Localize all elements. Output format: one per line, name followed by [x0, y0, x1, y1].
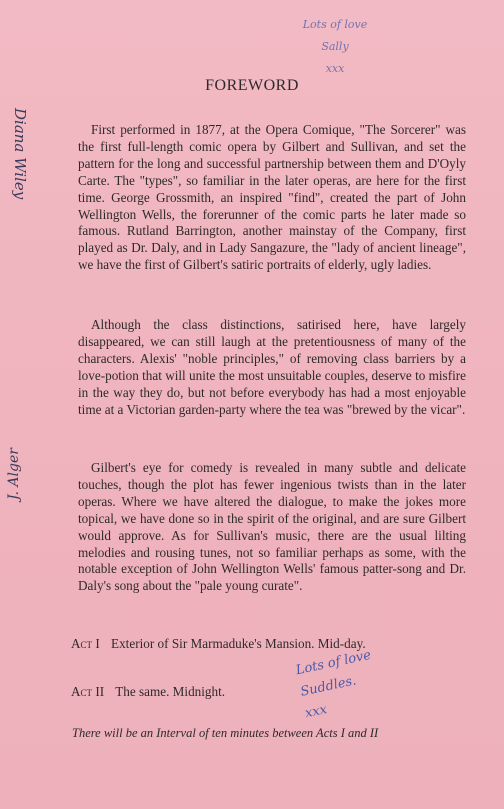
act-2-line — [71, 684, 225, 700]
foreword-paragraph-2: Although the class distinctions, satirised here, have largely disappeared, we can still laugh at the pretentiousness of many of the characters. Alexis' "noble principles," of removing class barriers by a love-potion that will unite the most unsuitable couples, deserve to misfire in the way they do, but not before everybody has had a most enjoyable time at a Victorian garden-party where the tea was "brewed by the vicar". — [78, 317, 466, 417]
handwritten-line: Sally — [321, 40, 349, 53]
act-description: Exterior of Sir Marmaduke's Mansion. Mid-day. — [111, 636, 366, 651]
act-number: I — [95, 636, 100, 651]
foreword-paragraph-1: First performed in 1877, at the Opera Comique, "The Sorcerer" was the first full-length comic opera by Gilbert and Sullivan, and set the pattern for the long and successful partnership between them and D'Oyly Carte. The "types", so familiar in the later operas, are here for the first time. George Grossmith, an inspired "find", created the part of John Wellington Wells, the forerunner of the comic parts he later made so famous. Rutland Barrington, another mainstay of the Company, first played as Dr. Daly, and in Lady Sangazure, the "lady of ancient lineage", we have the first of Gilbert's satiric portraits of elderly, ugly ladies. — [78, 122, 466, 273]
handwritten-line: Suddles. — [299, 673, 358, 700]
handwritten-note-top — [280, 14, 390, 80]
handwritten-note-bottom — [294, 645, 382, 725]
handwritten-signature-left-middle: J. Alger — [6, 448, 22, 500]
act-label: Act — [71, 684, 93, 699]
page-title: FOREWORD — [205, 77, 299, 94]
handwritten-line: Lots of love — [294, 647, 373, 679]
foreword-paragraph-3: Gilbert's eye for comedy is revealed in many subtle and delicate touches, though the plot has fewer ingenious twists than in the later operas. Where we have altered the dialogue, to make the jokes more topical, we have done so in the spirit of the original, and are sure Gilbert would approve. As for Sullivan's music, there are the usual lilting melodies and rousing tunes, not so familiar perhaps as some, with the notable exception of John Wellington Wells' famous patter-song and Dr. Daly's song about the "pale young curate". — [78, 460, 466, 594]
handwritten-line: Lots of love — [302, 18, 368, 31]
act-description: The same. Midnight. — [115, 684, 226, 699]
interval-note: There will be an Interval of ten minutes between Acts I and II — [72, 726, 379, 740]
act-label: Act — [71, 636, 93, 651]
act-number: II — [95, 684, 105, 699]
handwritten-signature-left-top: Diana Wiley — [11, 108, 29, 200]
act-1-line — [71, 636, 366, 652]
handwritten-line: xxx — [325, 62, 345, 75]
handwritten-line: xxx — [303, 702, 329, 722]
